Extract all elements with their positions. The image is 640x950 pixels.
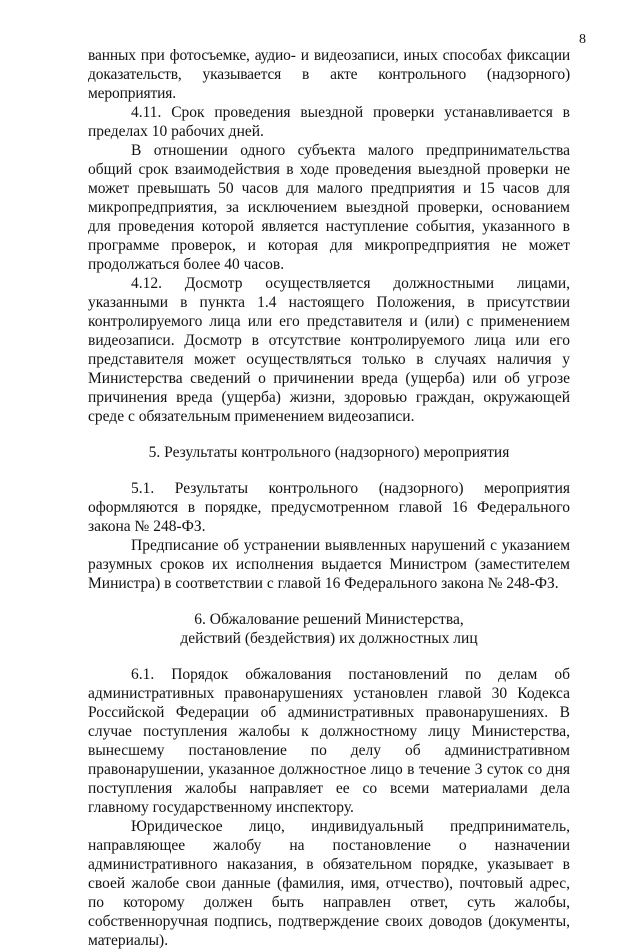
section-5-heading: 5. Результаты контрольного (надзорного) мероприятия: [148, 444, 510, 461]
paragraph-continuation: ванных при фотосъемке, аудио- и видеозаписи, иных способах фиксации доказательств, указывается в акте контрольного (надзорного) мероприятия.: [88, 47, 570, 102]
spacer: [88, 593, 570, 610]
paragraph-small-business-term: В отношении одного субъекта малого предпринимательства общий срок взаимодействия в ходе проведения выездной проверки не может превышать 50 часов для малого предприятия и 15 часов для микропредприятия, за исключением выездной проверки, основанием для проведения которой является наступление события, указанного в программе проверок, и которая для микропредприятия не может продолжаться более 40 часов.: [88, 142, 570, 273]
spacer: [88, 426, 570, 443]
spacer: [88, 462, 570, 479]
section-6-heading-line1: 6. Обжалование решений Министерства,: [194, 611, 464, 628]
paragraph-prescription: Предписание об устранении выявленных нарушений с указанием разумных сроков их исполнения выдается Министром (заместителем Министра) в соответствии с главой 16 Федерального закона № 248-ФЗ.: [88, 537, 570, 592]
spacer: [88, 648, 570, 665]
paragraph-4-11: 4.11. Срок проведения выездной проверки устанавливается в пределах 10 рабочих дней.: [88, 104, 570, 140]
section-6-heading-line2: действий (бездействия) их должностных лиц: [180, 630, 478, 647]
paragraph-5-1: 5.1. Результаты контрольного (надзорного) мероприятия оформляются в порядке, предусмотренном главой 16 Федерального закона № 248-ФЗ.: [88, 480, 570, 535]
paragraph-4-12: 4.12. Досмотр осуществляется должностными лицами, указанными в пункта 1.4 настоящего Положения, в присутствии контролируемого лица или его представителя и (или) с применением видеозаписи. Досмотр в отсутствие контролируемого лица или его представителя может осуществляться только в случаях наличия у Министерства сведений о причинении вреда (ущерба) или об угрозе причинения вреда (ущерба) жизни, здоровью граждан, окружающей среде с обязательным применением видеозаписи.: [88, 275, 570, 425]
paragraph-legal-entity-complaint: Юридическое лицо, индивидуальный предприниматель, направляющее жалобу на постановление о назначении административного наказания, в обязательном порядке, указывает в своей жалобе свои данные (фамилия, имя, отчество), почтовый адрес, по которому должен быть направлен ответ, суть жалобы, собственноручная подпись, подтверждение своих доводов (документы, материалы).: [88, 818, 570, 949]
page-number: 8: [579, 32, 586, 47]
paragraph-6-1: 6.1. Порядок обжалования постановлений по делам об административных правонарушениях установлен главой 30 Кодекса Российской Федерации об административных правонарушениях. В случае поступления жалобы к должностному лицу Министерства, вынесшему постановление по делу об административном правонарушении, указанное должностное лицо в течение 3 суток со дня поступления жалобы направляет ее со всеми материалами дела главному государственному инспектору.: [88, 666, 570, 816]
page-content: [88, 46, 570, 950]
